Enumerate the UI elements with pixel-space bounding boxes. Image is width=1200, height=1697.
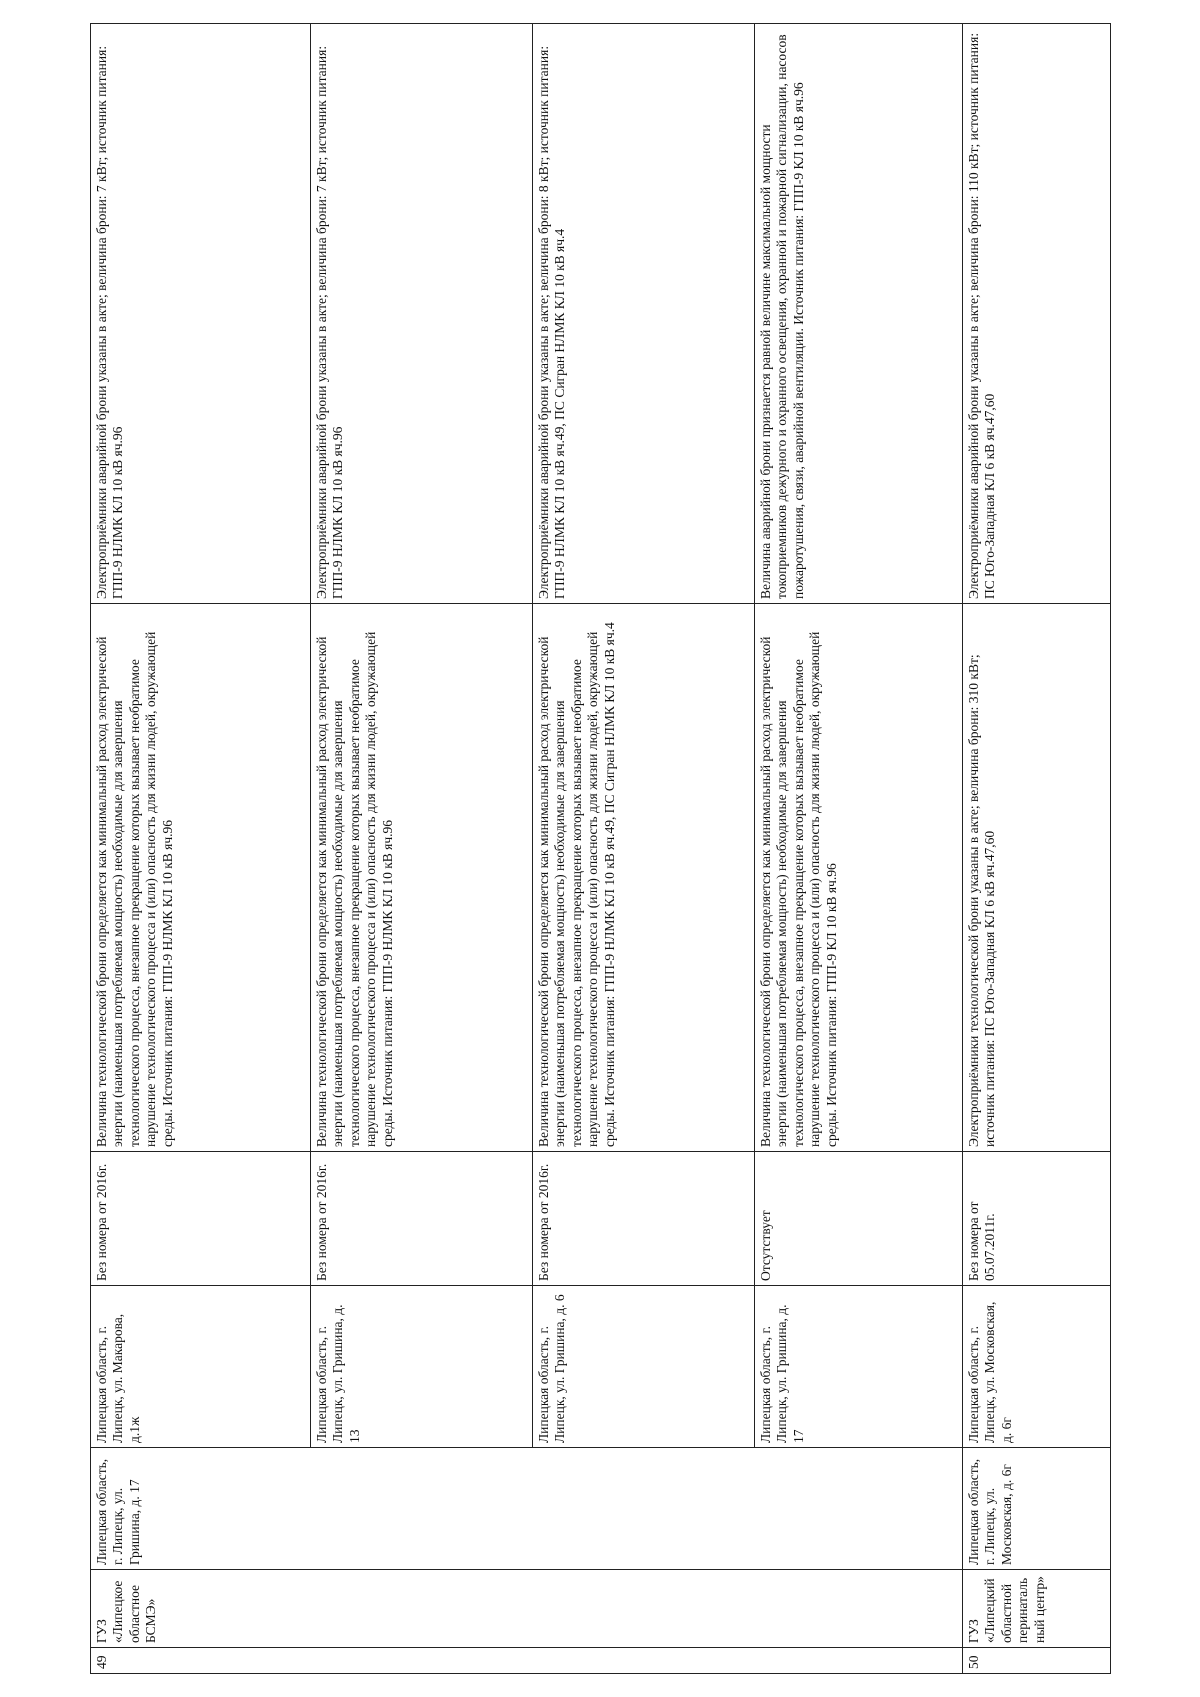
table-row [311,23,533,1673]
emergency-reserve: Электроприёмники аварийной брони указаны в акте; величина брони: 7 кВт; источник питания: ГПП-9 НЛМК КЛ 10 кВ яч.96 [91,23,311,603]
act-info: Без номера от 2016г. [533,1151,755,1285]
object-address: Липецкая область, г. Липецк, ул. Гришина, д. 13 [311,1285,533,1447]
row-number: 49 [91,1647,963,1673]
technological-reserve: Величина технологической брони определяется как минимальный расход электрической энергии (наименьшая потребляемая мощность) необходимые для завершения технологического процесса, внезапное прекращение которых вызывает необратимое нарушение технологического процесса и (или) опасность для жизни людей, окружающей среды. Источник питания: ГПП-9 НЛМК КЛ 10 кВ яч.96 [311,603,533,1151]
emergency-reserve: Электроприёмники аварийной брони указаны в акте; величина брони: 7 кВт; источник питания: ГПП-9 НЛМК КЛ 10 кВ яч.96 [311,23,533,603]
table-row [91,23,311,1673]
object-address: Липецкая область, г. Липецк, ул. Гришина, д. 6 [533,1285,755,1447]
act-info: Без номера от 2016г. [91,1151,311,1285]
organization-name: ГУЗ «Липецкий областной перинатальный центр» [963,1569,1111,1647]
rotated-page [90,24,1110,1674]
object-address: Липецкая область, г. Липецк, ул. Московская, д. 6г [963,1285,1111,1447]
emergency-reserve: Величина аварийной брони признается равной величине максимальной мощности токоприемников дежурного и охранного освещения, охранной и пожарной сигнализации, насосов пожаротушения, связи, аварийной вентиляции. Источник питания: ГПП-9 КЛ 10 кВ яч.96 [755,23,963,603]
reservation-table [90,23,1111,1674]
act-info: Без номера от 2016г. [311,1151,533,1285]
technological-reserve: Электроприёмники технологической брони указаны в акте; величина брони: 310 кВт; источник питания: ПС Юго-Западная КЛ 6 кВ яч.47,60 [963,603,1111,1151]
organization-address: Липецкая область, г. Липецк, ул. Московская, д. 6г [963,1447,1111,1569]
table-row [533,23,755,1673]
organization-name: ГУЗ «Липецкое областное БСМЭ» [91,1569,963,1647]
object-address: Липецкая область, г. Липецк, ул. Макарова, д.1ж [91,1285,311,1447]
object-address: Липецкая область, г. Липецк, ул. Гришина, д. 17 [755,1285,963,1447]
technological-reserve: Величина технологической брони определяется как минимальный расход электрической энергии (наименьшая потребляемая мощность) необходимые для завершения технологического процесса, внезапное прекращение которых вызывает необратимое нарушение технологического процесса и (или) опасность для жизни людей, окружающей среды. Источник питания: ГПП-9 НЛМК КЛ 10 кВ яч.49, ПС Сигран НЛМК КЛ 10 кВ яч.4 [533,603,755,1151]
act-info: Отсутствует [755,1151,963,1285]
emergency-reserve: Электроприёмники аварийной брони указаны в акте; величина брони: 110 кВт; источник питания: ПС Юго-Западная КЛ 6 кВ яч.47,60 [963,23,1111,603]
row-number: 50 [963,1647,1111,1673]
table-row [963,23,1111,1673]
technological-reserve: Величина технологической брони определяется как минимальный расход электрической энергии (наименьшая потребляемая мощность) необходимые для завершения технологического процесса, внезапное прекращение которых вызывает необратимое нарушение технологического процесса и (или) опасность для жизни людей, окружающей среды. Источник питания: ГПП-9 КЛ 10 кВ яч.96 [755,603,963,1151]
act-info: Без номера от 05.07.2011г. [963,1151,1111,1285]
emergency-reserve: Электроприёмники аварийной брони указаны в акте; величина брони: 8 кВт; источник питания: ГПП-9 НЛМК КЛ 10 кВ яч.49, ПС Сигран НЛМК КЛ 10 кВ яч.4 [533,23,755,603]
table-row [755,23,963,1673]
organization-address: Липецкая область, г. Липецк, ул. Гришина, д. 17 [91,1447,963,1569]
technological-reserve: Величина технологической брони определяется как минимальный расход электрической энергии (наименьшая потребляемая мощность) необходимые для завершения технологического процесса, внезапное прекращение которых вызывает необратимое нарушение технологического процесса и (или) опасность для жизни людей, окружающей среды. Источник питания: ГПП-9 НЛМК КЛ 10 кВ яч.96 [91,603,311,1151]
